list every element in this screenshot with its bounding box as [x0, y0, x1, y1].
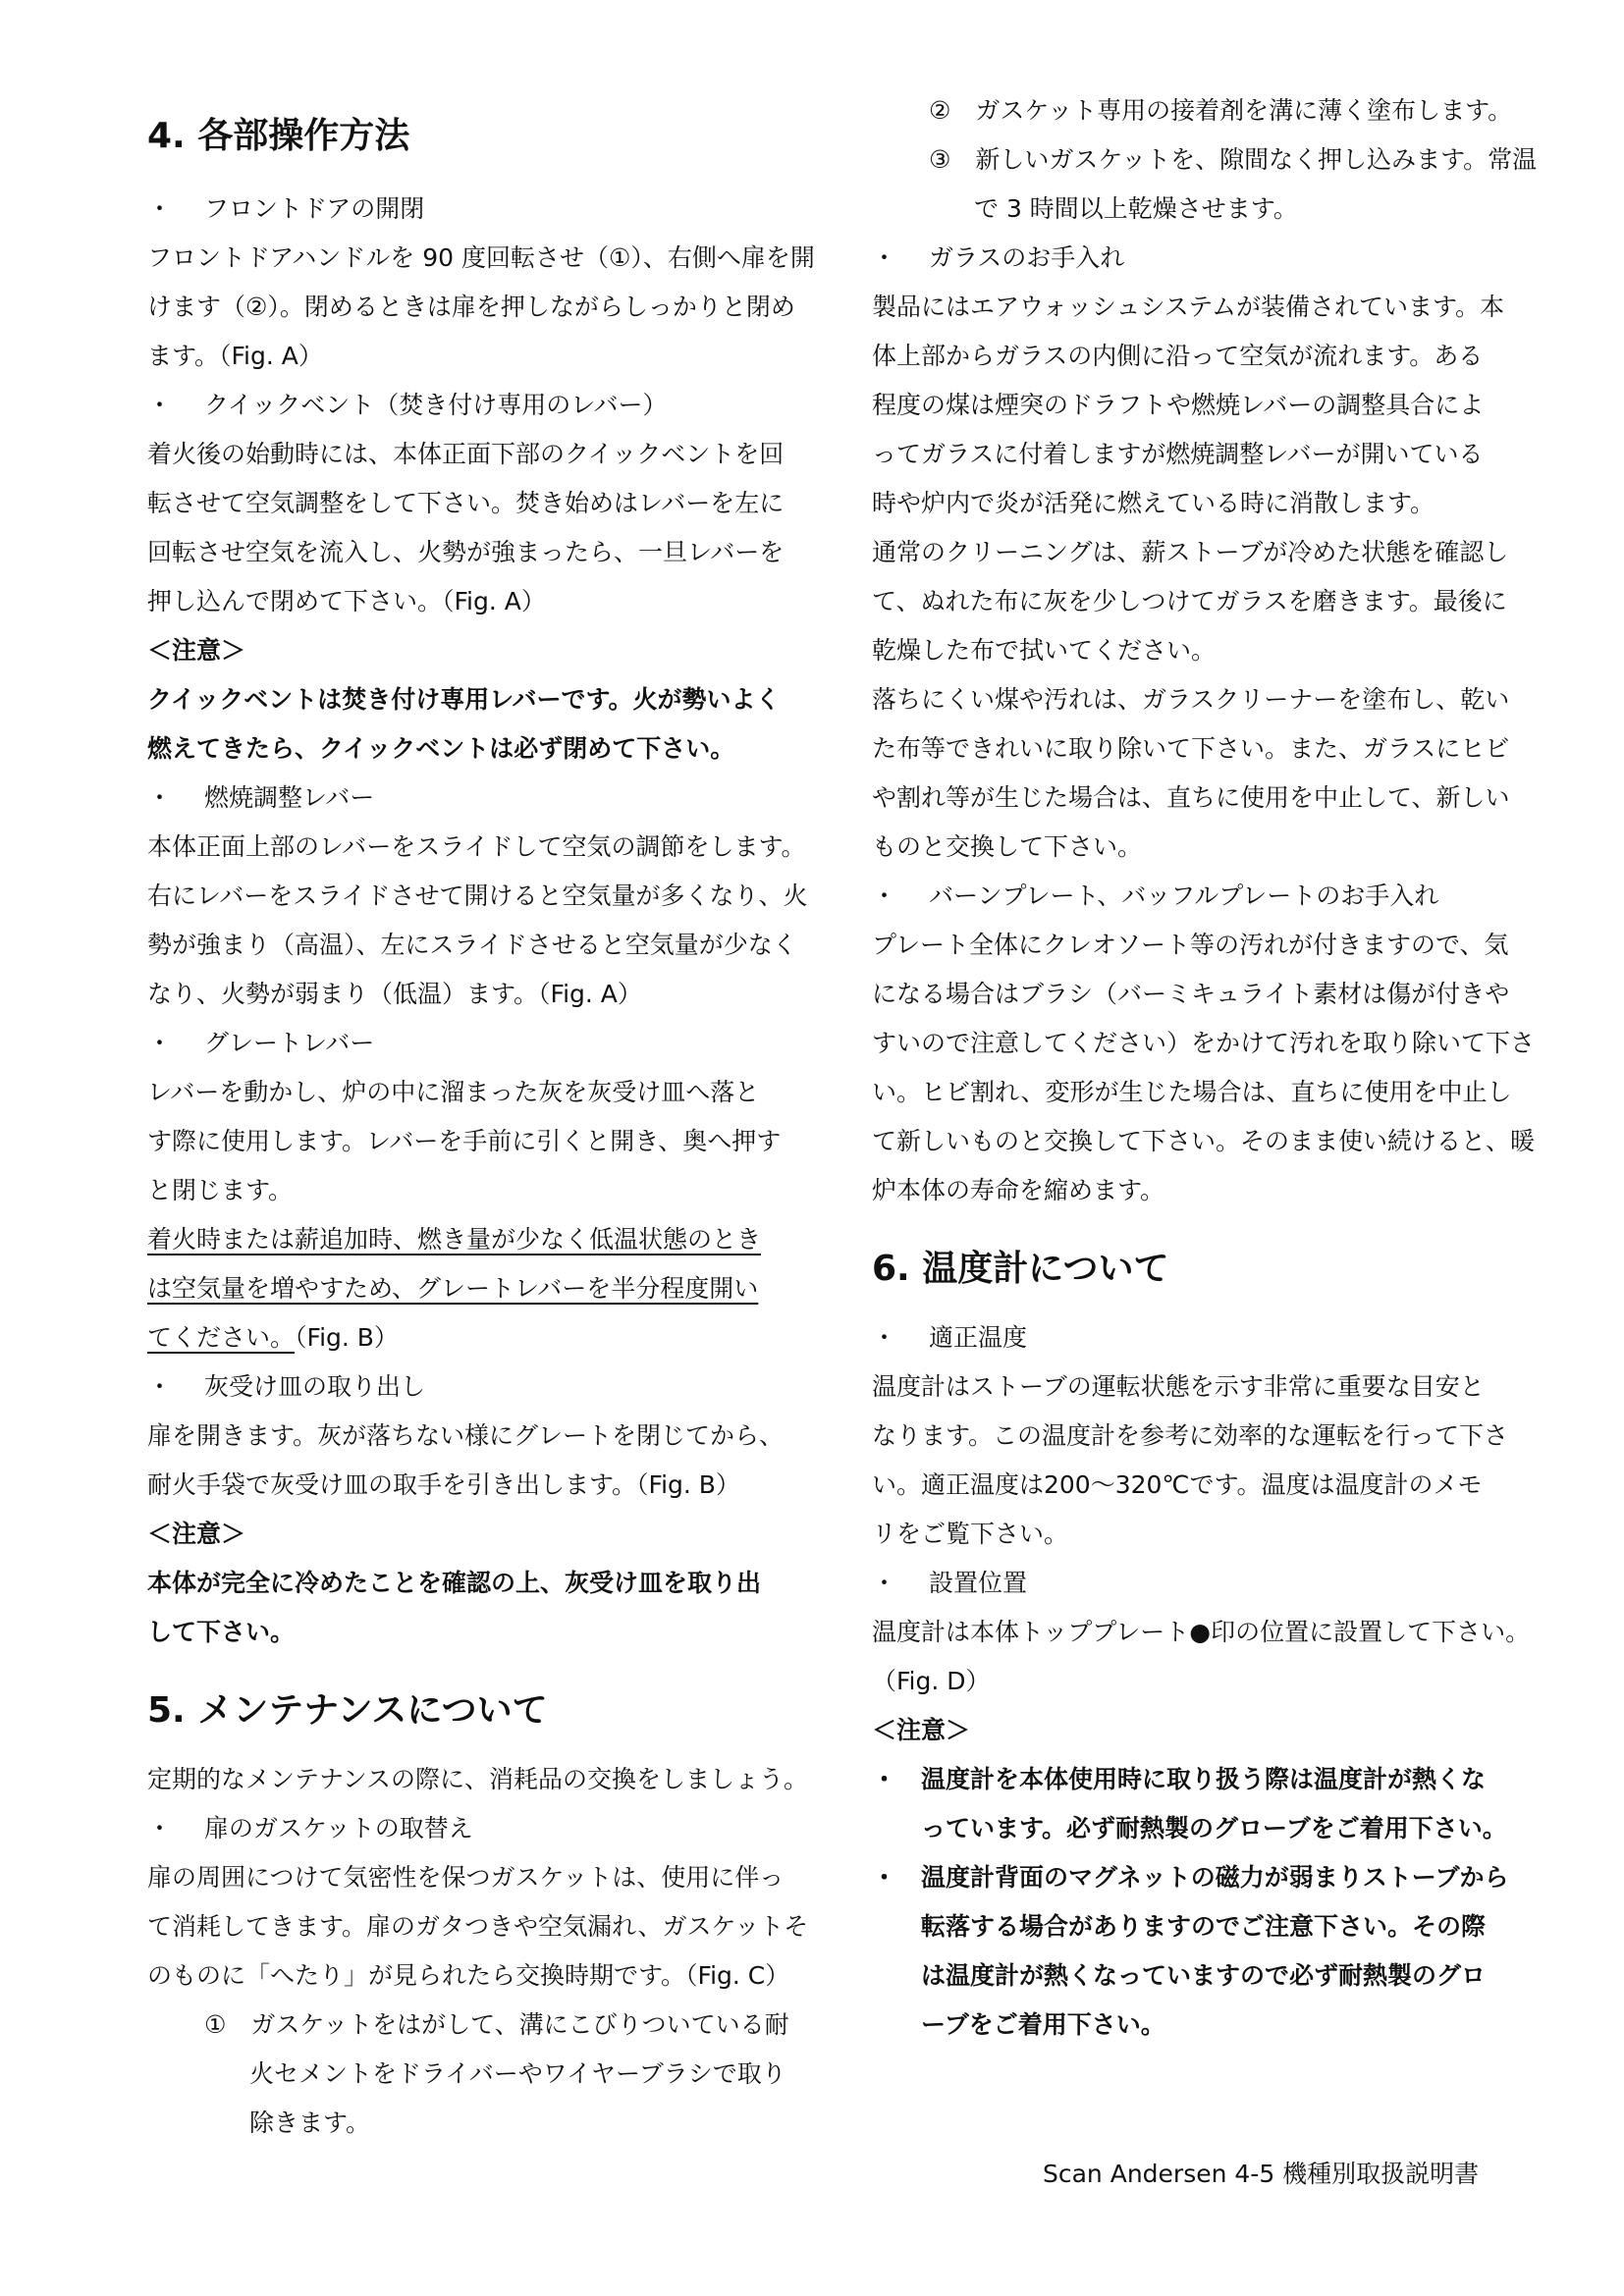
caution-text: 本体が完全に冷めたことを確認の上、灰受け皿を取り出	[147, 1569, 762, 1597]
para-line: 勢が強まり（高温）、左にスライドさせると空気量が少なく	[147, 931, 797, 959]
step-3-cont: で 3 時間以上乾燥させます。	[974, 194, 1298, 223]
para-line: 定期的なメンテナンスの際に、消耗品の交換をしましょう。	[147, 1765, 809, 1793]
caution-label: ＜注意＞	[147, 636, 246, 665]
para-line: 本体正面上部のレバーをスライドして空気の調節をします。	[147, 832, 806, 861]
underlined-line: は空気量を増やすため、グレートレバーを半分程度開い	[147, 1274, 759, 1303]
bullet-plate-care: ・ バーンプレート、バッフルプレートのお手入れ	[872, 881, 1439, 910]
caution-bullet: ・	[872, 1863, 897, 1892]
caution-label: ＜注意＞	[872, 1716, 971, 1744]
para-line: と閉じます。	[147, 1176, 294, 1204]
para-line: 回転させ空気を流入し、火勢が強まったら、一旦レバーを	[147, 538, 785, 566]
para-line: 押し込んで閉めて下さい。（Fig. A）	[147, 587, 546, 615]
para-line: て消耗してきます。扉のガタつきや空気漏れ、ガスケットそ	[147, 1912, 809, 1941]
step-1-cont: 火セメントをドライバーやワイヤーブラシで取り	[249, 2059, 786, 2088]
para-line: て新しいものと交換して下さい。そのまま使い続けると、暖	[872, 1127, 1536, 1155]
para-line: て、ぬれた布に灰を少しつけてガラスを磨きます。最後に	[872, 587, 1507, 615]
bullet-quick-vent: ・ クイックベント（焚き付け専用のレバー）	[147, 391, 668, 419]
underlined-fragment: てください。	[147, 1323, 296, 1352]
para-line: 通常のクリーニングは、薪ストーブが冷めた状態を確認し	[872, 538, 1509, 566]
para-line: 温度計は本体トッププレート●印の位置に設置して下さい。	[872, 1618, 1531, 1646]
caution-text: 転落する場合がありますのでご注意下さい。その際	[921, 1912, 1487, 1941]
para-line: すいので注意してください）をかけて汚れを取り除いて下さ	[872, 1029, 1536, 1057]
para-line: た布等できれいに取り除いて下さい。また、ガラスにヒビ	[872, 734, 1510, 763]
para-line: なります。この温度計を参考に効率的な運転を行って下さ	[872, 1421, 1509, 1450]
para-line: い。ヒビ割れ、変形が生じた場合は、直ちに使用を中止し	[872, 1078, 1512, 1106]
para-line: 着火後の始動時には、本体正面下部のクイックベントを回	[147, 440, 785, 468]
para-line: 製品にはエアウォッシュシステムが装備されています。本	[872, 293, 1505, 321]
underlined-line-wrap	[147, 1321, 399, 1355]
bullet-proper-temperature: ・ 適正温度	[872, 1323, 1027, 1352]
underlined-line: 着火時または薪追加時、燃き量が少なく低温状態のとき	[147, 1225, 762, 1254]
caution-text: 温度計背面のマグネットの磁力が弱まりストーブから	[921, 1863, 1509, 1892]
para-line: フロントドアハンドルを 90 度回転させ（①）、右側へ扉を開	[147, 243, 815, 272]
para-line: のものに「へたり」が見られたら交換時期です。（Fig. C）	[147, 1961, 790, 1990]
bullet-installation-position: ・ 設置位置	[872, 1569, 1027, 1597]
para-line: （Fig. D）	[872, 1667, 991, 1695]
caution-text: っています。必ず耐熱製のグローブをご着用下さい。	[921, 1814, 1507, 1842]
bullet-grate-lever: ・ グレートレバー	[147, 1029, 375, 1057]
caution-label: ＜注意＞	[147, 1520, 246, 1548]
fig-reference: （Fig. B）	[295, 1323, 399, 1352]
para-line: プレート全体にクレオソート等の汚れが付きますので、気	[872, 931, 1509, 959]
caution-text: は温度計が熱くなっていますので必ず耐熱製のグロ	[921, 1961, 1487, 1990]
caution-text: して下さい。	[147, 1618, 296, 1646]
para-line: 落ちにくい煤や汚れは、ガラスクリーナーを塗布し、乾い	[872, 685, 1510, 714]
bullet-front-door: ・ フロントドアの開閉	[147, 194, 425, 223]
para-line: ってガラスに付着しますが燃焼調整レバーが開いている	[872, 440, 1484, 468]
para-line: 扉の周囲につけて気密性を保つガスケットは、使用に伴っ	[147, 1863, 785, 1892]
section-6-title: 6. 温度計について	[872, 1249, 1169, 1289]
caution-bullet: ・	[872, 1765, 897, 1793]
para-line: 炉本体の寿命を縮めます。	[872, 1176, 1165, 1204]
caution-text: クイックベントは焚き付け専用レバーです。火が勢いよく	[147, 685, 781, 714]
bullet-door-gasket: ・ 扉のガスケットの取替え	[147, 1814, 473, 1842]
para-line: けます（②）。閉めるときは扉を押しながらしっかりと閉め	[147, 293, 795, 321]
caution-text: ーブをご着用下さい。	[921, 2010, 1165, 2039]
caution-text: 温度計を本体使用時に取り扱う際は温度計が熱くな	[921, 1765, 1487, 1793]
para-line: 時や炉内で炎が活発に燃えている時に消散します。	[872, 489, 1435, 517]
para-line: や割れ等が生じた場合は、直ちに使用を中止して、新しい	[872, 783, 1510, 812]
para-line: ものと交換して下さい。	[872, 832, 1143, 861]
caution-text: 燃えてきたら、クイックベントは必ず閉めて下さい。	[147, 734, 735, 763]
section-5-title: 5. メンテナンスについて	[147, 1690, 548, 1731]
step-2: ② ガスケット専用の接着剤を溝に薄く塗布します。	[929, 96, 1513, 125]
step-1: ① ガスケットをはがして、溝にこびりついている耐	[204, 2010, 789, 2039]
bullet-ash-pan: ・ 灰受け皿の取り出し	[147, 1372, 425, 1401]
para-line: 温度計はストーブの運転状態を示す非常に重要な目安と	[872, 1372, 1485, 1401]
para-line: リをご覧下さい。	[872, 1520, 1069, 1548]
para-line: レバーを動かし、炉の中に溜まった灰を灰受け皿へ落と	[147, 1078, 760, 1106]
page-footer: Scan Andersen 4-5 機種別取扱説明書	[1043, 2160, 1480, 2188]
step-1-cont: 除きます。	[249, 2109, 371, 2137]
para-line: ます。（Fig. A）	[147, 342, 323, 370]
bullet-glass-care: ・ ガラスのお手入れ	[872, 243, 1125, 272]
step-3: ③ 新しいガスケットを、隙間なく押し込みます。常温	[929, 145, 1538, 174]
para-line: 右にレバーをスライドさせて開けると空気量が多くなり、火	[147, 881, 808, 910]
para-line: 乾燥した布で拭いてください。	[872, 636, 1217, 665]
bullet-combustion-lever: ・ 燃焼調整レバー	[147, 783, 375, 812]
para-line: 転させて空気調整をして下さい。焚き始めはレバーを左に	[147, 489, 785, 517]
para-line: 体上部からガラスの内側に沿って空気が流れます。ある	[872, 342, 1484, 370]
para-line: す際に使用します。レバーを手前に引くと開き、奥へ押す	[147, 1127, 782, 1155]
para-line: 耐火手袋で灰受け皿の取手を引き出します。（Fig. B）	[147, 1470, 740, 1499]
section-4-title: 4. 各部操作方法	[147, 116, 410, 156]
para-line: い。適正温度は200～320℃です。温度は温度計のメモ	[872, 1470, 1483, 1499]
para-line: 扉を開きます。灰が落ちない様にグレートを閉じてから、	[147, 1421, 785, 1450]
para-line: 程度の煤は煙突のドラフトや燃焼レバーの調整具合によ	[872, 391, 1485, 419]
para-line: なり、火勢が弱まり（低温）ます。（Fig. A）	[147, 980, 642, 1008]
para-line: になる場合はブラシ（バーミキュライト素材は傷が付きや	[872, 980, 1510, 1008]
